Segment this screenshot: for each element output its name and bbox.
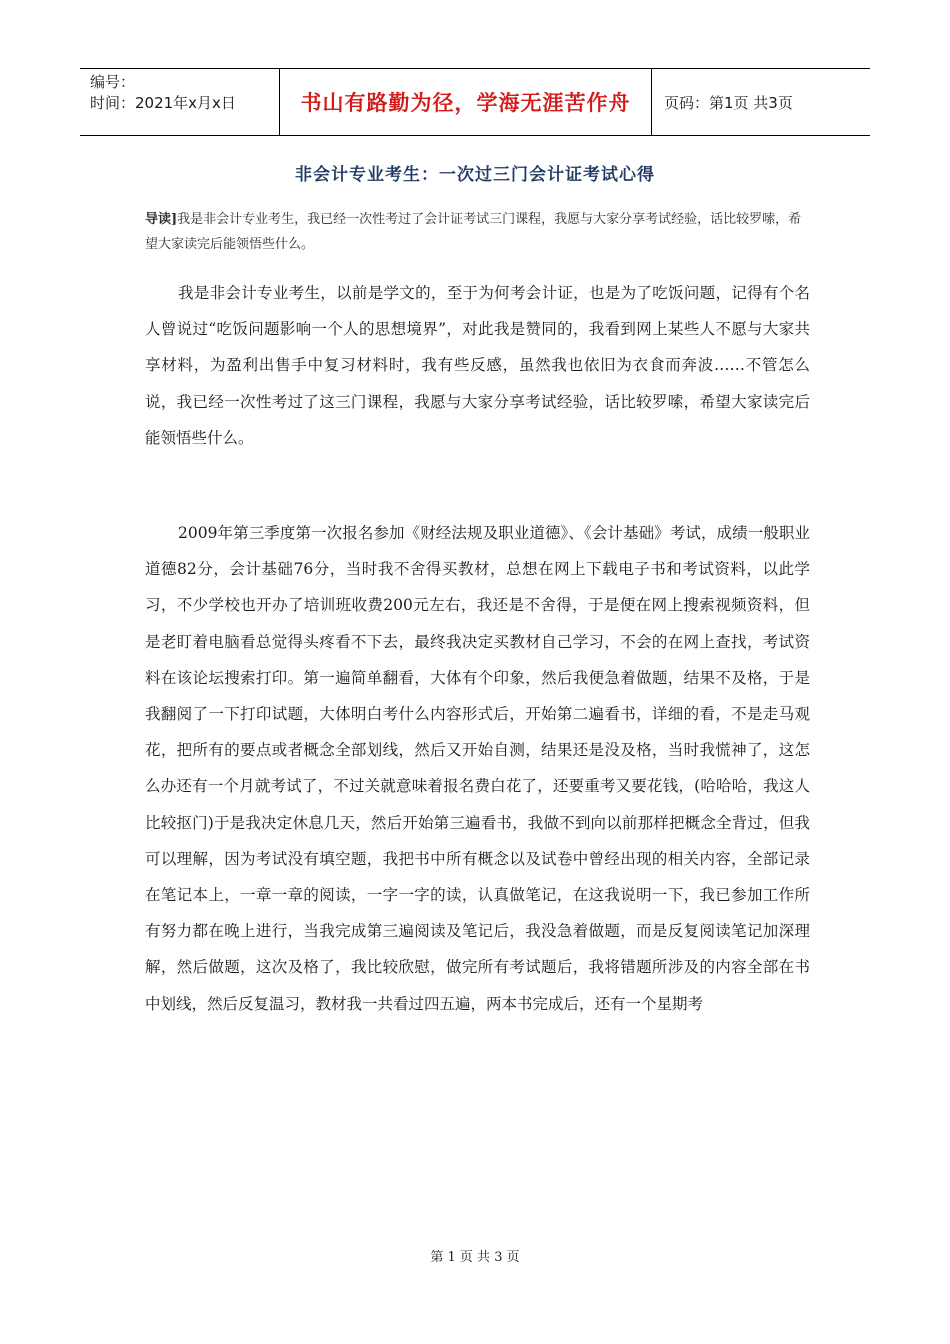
header-page-cell <box>652 69 870 135</box>
article-title: 非会计专业考生：一次过三门会计证考试心得 <box>295 165 655 185</box>
paragraph: 我是非会计专业考生，以前是学文的，至于为何考会计证，也是为了吃饭问题，记得有个名人曾说过“吃饭问题影响一个人的思想境界”，对此我是赞同的，我看到网上某些人不愿与大家共享材料，为盈利出售手中复习材料时，我有些反感，虽然我也依旧为衣食而奔波……不管怎么说，我已经一次性考过了这三门课程，我愿与大家分享考试经验，话比较罗嗦，希望大家读完后能领悟些什么。 <box>145 284 810 447</box>
intro-lead: 导读] <box>145 212 178 227</box>
motto: 书山有路勤为径，学海无涯苦作舟 <box>300 91 631 115</box>
article-intro <box>145 207 810 257</box>
paragraph: 2009年第三季度第一次报名参加《财经法规及职业道德》、《会计基础》考试，成绩一般职业道德82分，会计基础76分，当时我不舍得买教材，总想在网上下载电子书和考试资料，以此学习，不少学校也开办了培训班收费200元左右，我还是不舍得，于是便在网上搜索视频资料，但是老盯着电脑看总觉得头疼看不下去，最终我决定买教材自己学习，不会的在网上查找，考试资料在该论坛搜索打印。第一遍简单翻看，大体有个印象，然后我便急着做题，结果不及格，于是我翻阅了一下打印试题，大体明白考什么内容形式后，开始第二遍看书，详细的看，不是走马观花，把所有的要点或者概念全部划线，然后又开始自测，结果还是没及格，当时我慌神了，这怎么办还有一个月就考试了，不过关就意味着报名费白花了，还要重考又要花钱，(哈哈哈，我这人比较抠门)于是我决定休息几天，然后开始第三遍看书，我做不到向以前那样把概念全背过，但我可以理解，因为考试没有填空题，我把书中所有概念以及试卷中曾经出现的相关内容，全部记录在笔记本上，一章一章的阅读，一字一字的读，认真做笔记，在这我说明一下，我已参加工作所有努力都在晚上进行，当我完成第三遍阅读及笔记后，我没急着做题，而是反复阅读笔记加深理解，然后做题，这次及格了，我比较欣慰，做完所有考试题后，我将错题所涉及的内容全部在书中划线，然后反复温习，教材我一共看过四五遍，两本书完成后，还有一个星期考 <box>145 524 810 1013</box>
page-label: 页码：第1页 共3页 <box>664 93 793 112</box>
header-table <box>80 68 870 136</box>
intro-text: 我是非会计专业考生，我已经一次性考过了会计证考试三门课程，我愿与大家分享考试经验，话比较罗嗦，希望大家读完后能领悟些什么。 <box>145 212 802 252</box>
header-meta-cell <box>80 69 280 135</box>
header-motto-cell <box>280 69 652 135</box>
time-label: 时间：2021年x月x日 <box>90 94 236 112</box>
number-label: 编号： <box>90 73 136 91</box>
page-footer: 第 1 页 共 3 页 <box>430 1250 520 1265</box>
